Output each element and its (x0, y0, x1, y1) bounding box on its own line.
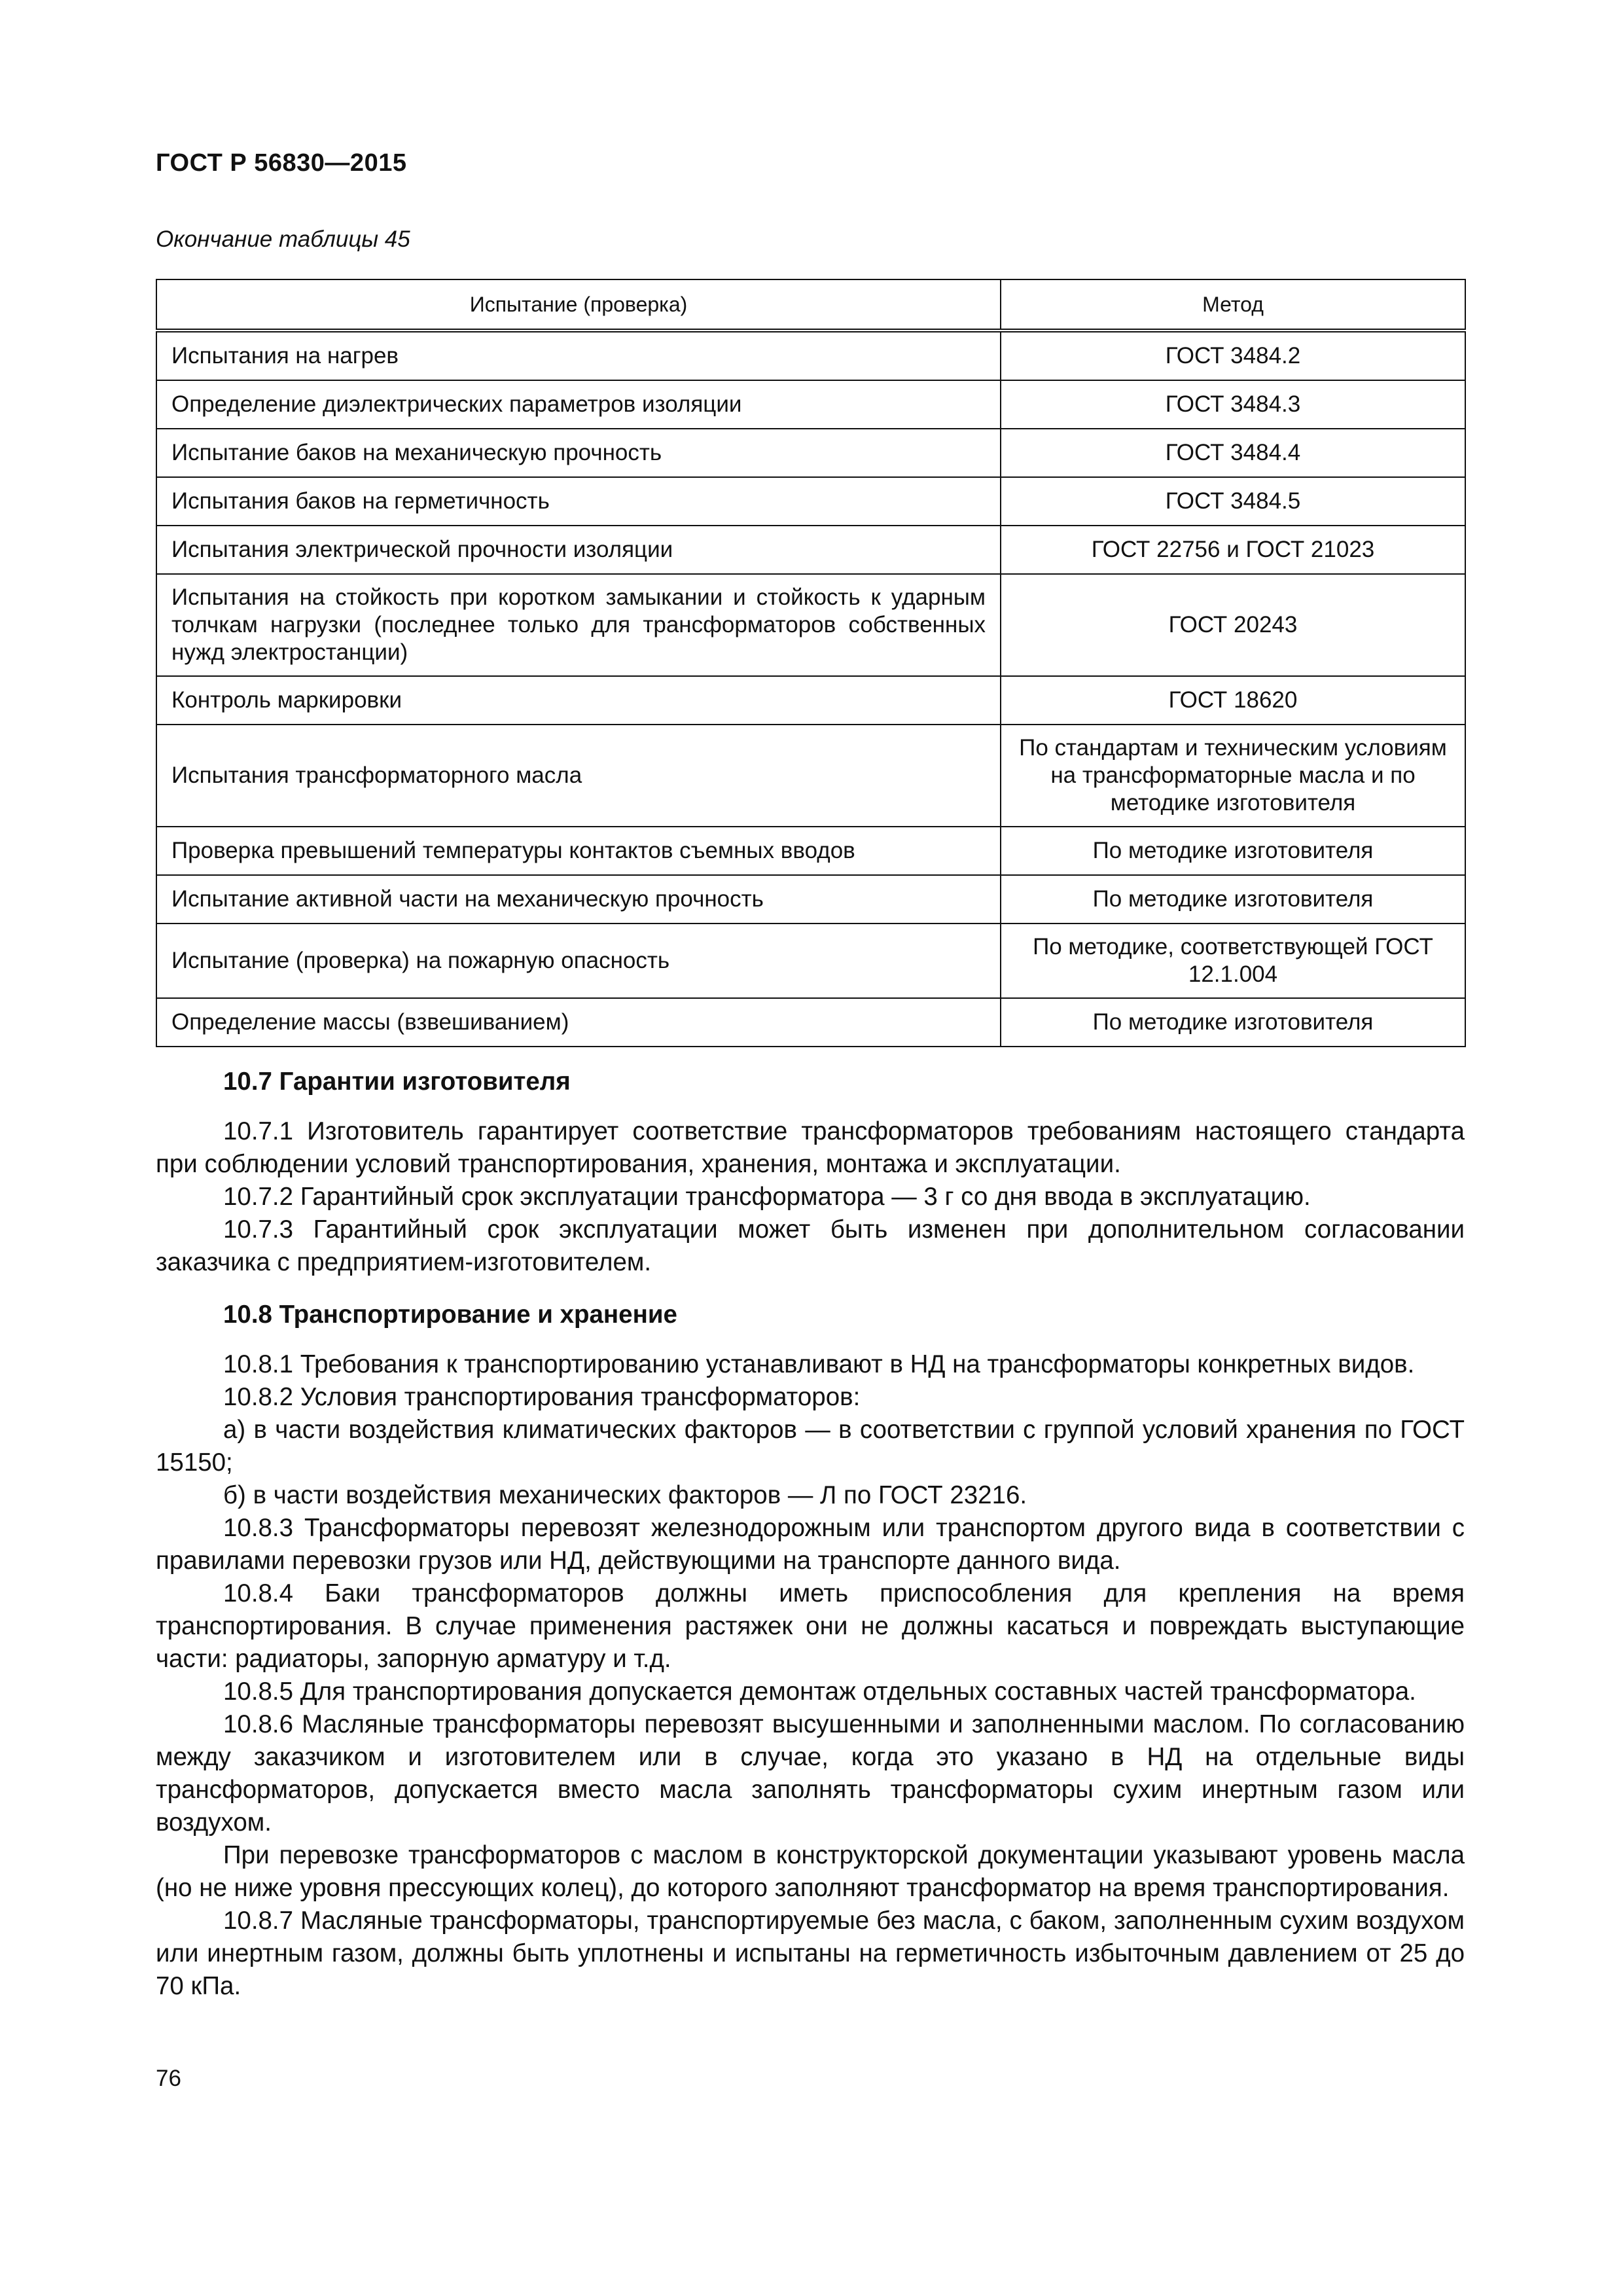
table-row (156, 477, 1465, 526)
method-cell: ГОСТ 3484.4 (1001, 429, 1465, 477)
test-cell: Испытания электрической прочности изоляции (156, 526, 1001, 574)
table-row (156, 380, 1465, 429)
table-row (156, 725, 1465, 827)
table-row (156, 574, 1465, 676)
method-cell: ГОСТ 22756 и ГОСТ 21023 (1001, 526, 1465, 574)
test-cell: Испытания на стойкость при коротком замыкании и стойкость к ударным толчкам нагрузки (последнее только для трансформаторов собственных нужд электростанции) (156, 574, 1001, 676)
paragraph: 10.8.6 Масляные трансформаторы перевозят высушенными и заполненными маслом. По согласованию между заказчиком и изготовителем или в случае, когда это указано в НД на отдельные виды трансформаторов, допускается вместо масла заполнять трансформаторы сухим инертным газом или воздухом. (156, 1710, 1465, 1837)
test-cell: Испытание активной части на механическую прочность (156, 875, 1001, 924)
test-cell: Проверка превышений температуры контактов съемных вводов (156, 827, 1001, 875)
paragraph: 10.7.1 Изготовитель гарантирует соответствие трансформаторов требованиям настоящего стандарта при соблюдении условий транспортирования, хранения, монтажа и эксплуатации. (156, 1117, 1465, 1178)
method-cell: По методике изготовителя (1001, 827, 1465, 875)
method-cell: По методике изготовителя (1001, 998, 1465, 1047)
section-title-10-8: 10.8 Транспортирование и хранение (223, 1300, 677, 1329)
table-row (156, 827, 1465, 875)
test-cell: Испытания трансформаторного масла (156, 725, 1001, 827)
method-cell: ГОСТ 3484.2 (1001, 331, 1465, 380)
table-row (156, 526, 1465, 574)
method-cell: По стандартам и техническим условиям на трансформаторные масла и по методике изготовителя (1001, 725, 1465, 827)
method-cell: ГОСТ 20243 (1001, 574, 1465, 676)
section-title-10-7: 10.7 Гарантии изготовителя (223, 1067, 571, 1096)
method-cell: По методике, соответствующей ГОСТ 12.1.004 (1001, 924, 1465, 998)
column-header-test: Испытание (проверка) (156, 279, 1001, 331)
paragraph: 10.8.4 Баки трансформаторов должны иметь приспособления для крепления на время транспортирования. В случае применения растяжек они не должны касаться и повреждать выступающие части: радиаторы, запорную арматуру и т.д. (156, 1579, 1465, 1673)
paragraph: б) в части воздействия механических факторов — Л по ГОСТ 23216. (223, 1481, 1027, 1509)
paragraph: 10.8.7 Масляные трансформаторы, транспортируемые без масла, с баком, заполненным сухим воздухом или инертным газом, должны быть уплотнены и испытаны на герметичность избыточным давлением от 25 до 70 кПа. (156, 1907, 1465, 2000)
paragraph: а) в части воздействия климатических факторов — в соответствии с группой условий хранения по ГОСТ 15150; (156, 1416, 1465, 1477)
paragraph: 10.7.3 Гарантийный срок эксплуатации может быть изменен при дополнительном согласовании заказчика с предприятием-изготовителем. (156, 1215, 1465, 1276)
test-methods-table (156, 279, 1466, 1047)
document-header: ГОСТ Р 56830—2015 (156, 149, 407, 177)
paragraph: 10.7.2 Гарантийный срок эксплуатации трансформатора — 3 г со дня ввода в эксплуатацию. (223, 1183, 1311, 1211)
test-cell: Испытания на нагрев (156, 331, 1001, 380)
method-cell: ГОСТ 3484.3 (1001, 380, 1465, 429)
table-row (156, 998, 1465, 1047)
table-row (156, 429, 1465, 477)
paragraph: 10.8.3 Трансформаторы перевозят железнодорожным или транспортом другого вида в соответствии с правилами перевозки грузов или НД, действующими на транспорте данного вида. (156, 1514, 1465, 1575)
body-text (156, 1066, 1465, 2003)
table-row (156, 875, 1465, 924)
column-header-method: Метод (1001, 279, 1465, 331)
table-row (156, 676, 1465, 725)
test-cell: Контроль маркировки (156, 676, 1001, 725)
test-cell: Испытание (проверка) на пожарную опасность (156, 924, 1001, 998)
test-cell: Определение массы (взвешиванием) (156, 998, 1001, 1047)
paragraph: При перевозке трансформаторов с маслом в конструкторской документации указывают уровень масла (но не ниже уровня прессующих колец), до которого заполняют трансформатор на время транспортирования. (156, 1841, 1465, 1902)
method-cell: По методике изготовителя (1001, 875, 1465, 924)
method-cell: ГОСТ 18620 (1001, 676, 1465, 725)
table-caption: Окончание таблицы 45 (156, 226, 410, 252)
table-row (156, 331, 1465, 380)
test-cell: Определение диэлектрических параметров изоляции (156, 380, 1001, 429)
table-row (156, 924, 1465, 998)
test-cell: Испытание баков на механическую прочность (156, 429, 1001, 477)
page-number: 76 (156, 2066, 181, 2091)
test-cell: Испытания баков на герметичность (156, 477, 1001, 526)
method-cell: ГОСТ 3484.5 (1001, 477, 1465, 526)
table-header-row (156, 279, 1465, 331)
paragraph: 10.8.5 Для транспортирования допускается демонтаж отдельных составных частей трансформатора. (223, 1677, 1416, 1706)
paragraph: 10.8.2 Условия транспортирования трансформаторов: (223, 1383, 861, 1411)
paragraph: 10.8.1 Требования к транспортированию устанавливают в НД на трансформаторы конкретных видов. (223, 1350, 1415, 1378)
